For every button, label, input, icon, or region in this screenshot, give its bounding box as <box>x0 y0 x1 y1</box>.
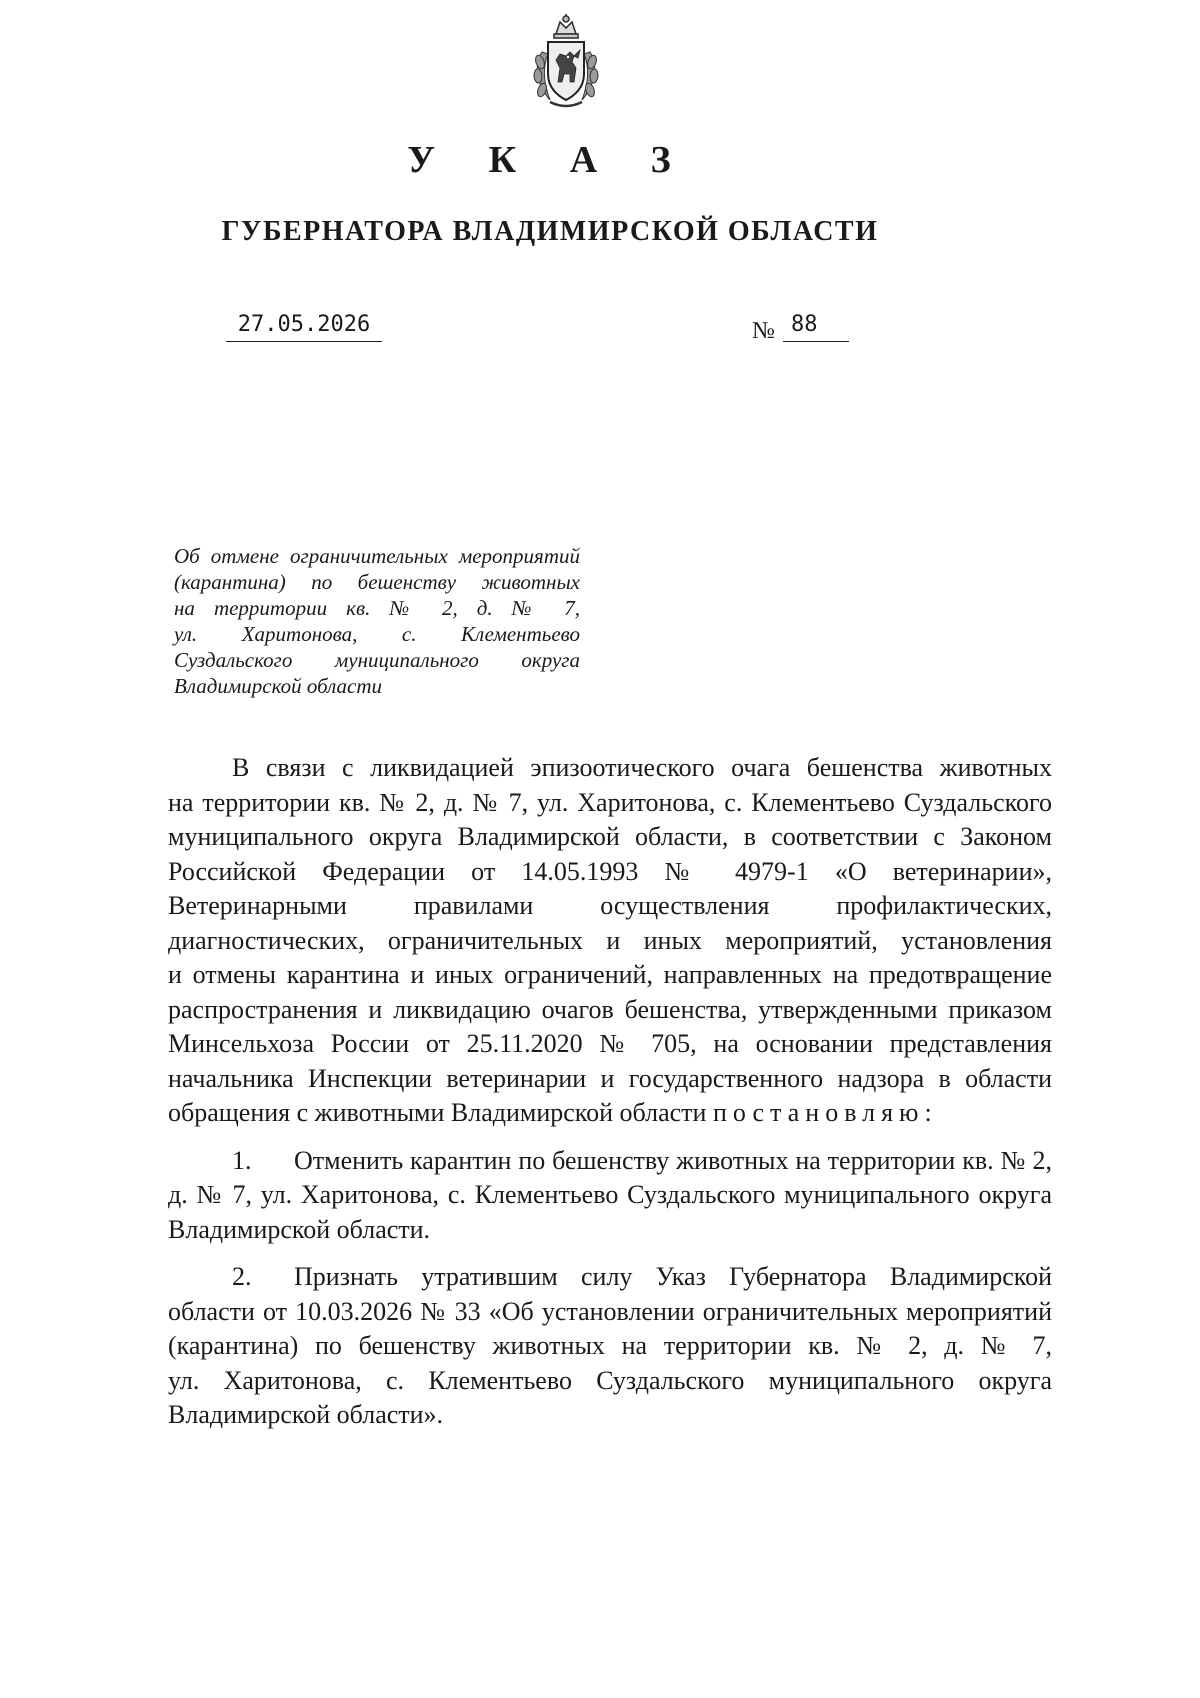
preamble-line: на территории кв. № 2, д. № 7, ул. Харитонова, с. Клементьево Суздальского <box>168 787 1052 817</box>
document-subject <box>174 543 580 699</box>
issuer-title: ГУБЕРНАТОРА ВЛАДИМИРСКОЙ ОБЛАСТИ <box>221 216 879 247</box>
preamble-line: начальника Инспекции ветеринарии и государственного надзора в области <box>168 1063 1052 1093</box>
document-body <box>168 751 1052 1433</box>
subject-line: Владимирской области <box>174 674 383 698</box>
item-2-text: Признать утратившим силу Указ Губернатора Владимирской <box>294 1262 1052 1291</box>
preamble-line: муниципального округа Владимирской области, в соответствии с Законом <box>168 822 1052 851</box>
item-2-line: ул. Харитонова, с. Клементьево Суздальского муниципального округа <box>168 1365 1052 1395</box>
decree-verb: постановляю: <box>712 1098 938 1127</box>
preamble-last-line <box>168 1096 1052 1131</box>
item-2-line: (карантина) по бешенству животных на территории кв. № 2, д. № 7, <box>168 1331 1052 1360</box>
number-sign: № <box>752 318 775 344</box>
preamble-line: Российской Федерации от 14.05.1993 № 4979-1 «О ветеринарии», <box>168 856 1052 886</box>
item-2-line: Владимирской области». <box>168 1400 444 1429</box>
preamble-line: диагностических, ограничительных и иных мероприятий, установления <box>168 925 1052 955</box>
preamble-line: Ветеринарными правилами осуществления профилактических, <box>168 891 1052 920</box>
preamble-line: Минсельхоза России от 25.11.2020 № 705, на основании представления <box>168 1029 1052 1058</box>
item-1-text: Отменить карантин по бешенству животных на территории кв. № 2, <box>294 1145 1052 1175</box>
preamble-line: и отмены карантина и иных ограничений, направленных на предотвращение <box>168 960 1052 989</box>
item-1-line <box>168 1144 1052 1179</box>
subject-line: на территории кв. № 2, д. № 7, <box>174 596 580 620</box>
subject-line: (карантина) по бешенству животных <box>174 570 580 594</box>
preamble-last-prefix: обращения с животными Владимирской области <box>168 1098 707 1127</box>
item-1-line: д. № 7, ул. Харитонова, с. Клементьево Суздальского муниципального округа <box>168 1180 1052 1209</box>
item-1-line: Владимирской области. <box>168 1214 431 1244</box>
item-2-number: 2. <box>232 1262 252 1291</box>
document-date: 27.05.2026 <box>226 312 382 342</box>
preamble-line: распространения и ликвидацию очагов бешенства, утвержденными приказом <box>168 994 1052 1024</box>
subject-line: Суздальского муниципального округа <box>174 648 580 672</box>
item-2-line <box>168 1260 1052 1295</box>
document-number: 88 <box>783 312 849 342</box>
subject-line: ул. Харитонова, с. Клементьево <box>174 622 580 646</box>
vladimir-region-coat-of-arms-icon <box>530 12 602 112</box>
preamble-line: В связи с ликвидацией эпизоотического очага бешенства животных <box>232 753 1052 782</box>
subject-line: Об отмене ограничительных мероприятий <box>174 544 580 568</box>
document-type-title: У К А З <box>407 139 693 181</box>
item-1-number: 1. <box>232 1145 252 1175</box>
item-2-line: области от 10.03.2026 № 33 «Об установлении ограничительных мероприятий <box>168 1296 1052 1326</box>
